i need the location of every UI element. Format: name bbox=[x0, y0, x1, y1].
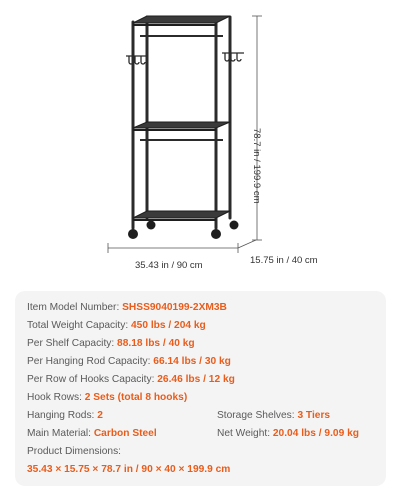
spec-value: 450 lbs / 204 kg bbox=[131, 320, 206, 331]
spec-value: Carbon Steel bbox=[93, 428, 157, 439]
spec-total-weight bbox=[27, 319, 206, 332]
spec-value: 2 bbox=[97, 410, 103, 421]
spec-label: Per Shelf Capacity: bbox=[27, 338, 115, 349]
spec-product-dims-value bbox=[27, 463, 230, 476]
spec-label: Item Model Number: bbox=[27, 302, 120, 313]
spec-label: Hanging Rods: bbox=[27, 410, 95, 421]
spec-per-hooks bbox=[27, 373, 235, 386]
spec-value: 3 Tiers bbox=[297, 410, 331, 421]
spec-value: 88.18 lbs / 40 kg bbox=[117, 338, 195, 349]
spec-value: 35.43 × 15.75 × 78.7 in / 90 × 40 × 199.9 cm bbox=[27, 464, 231, 475]
spec-hook-rows bbox=[27, 391, 187, 404]
spec-material bbox=[27, 427, 157, 440]
spec-label: Storage Shelves: bbox=[217, 410, 295, 421]
spec-per-shelf bbox=[27, 337, 195, 350]
spec-net-weight bbox=[217, 427, 359, 440]
depth-dimension-label: 15.75 in / 40 cm bbox=[250, 255, 318, 266]
spec-value: 2 Sets (total 8 hooks) bbox=[84, 392, 188, 403]
caster-wheels bbox=[128, 221, 239, 240]
width-dimension-label: 35.43 in / 90 cm bbox=[135, 260, 203, 271]
spec-product-dims-label bbox=[27, 445, 121, 458]
spec-label: Per Hanging Rod Capacity: bbox=[27, 356, 151, 367]
spec-label: Product Dimensions: bbox=[27, 446, 121, 457]
right-hooks bbox=[222, 53, 244, 61]
height-dimension-label: 78.7 in / 199.9 cm bbox=[251, 128, 262, 204]
spec-model bbox=[27, 301, 227, 314]
spec-label: Total Weight Capacity: bbox=[27, 320, 129, 331]
spec-label: Main Material: bbox=[27, 428, 91, 439]
spec-per-rod bbox=[27, 355, 231, 368]
spec-value: 20.04 lbs / 9.09 kg bbox=[272, 428, 359, 439]
spec-storage-shelves bbox=[217, 409, 330, 422]
spec-label: Hook Rows: bbox=[27, 392, 82, 403]
left-hooks bbox=[126, 56, 146, 64]
spec-value: 26.46 lbs / 12 kg bbox=[157, 374, 235, 385]
spec-label: Per Row of Hooks Capacity: bbox=[27, 374, 155, 385]
spec-hanging-rods bbox=[27, 409, 103, 422]
spec-value: 66.14 lbs / 30 kg bbox=[153, 356, 231, 367]
spec-value: SHSS9040199-2XM3B bbox=[122, 302, 227, 313]
specifications-card bbox=[15, 291, 386, 486]
spec-label: Net Weight: bbox=[217, 428, 271, 439]
